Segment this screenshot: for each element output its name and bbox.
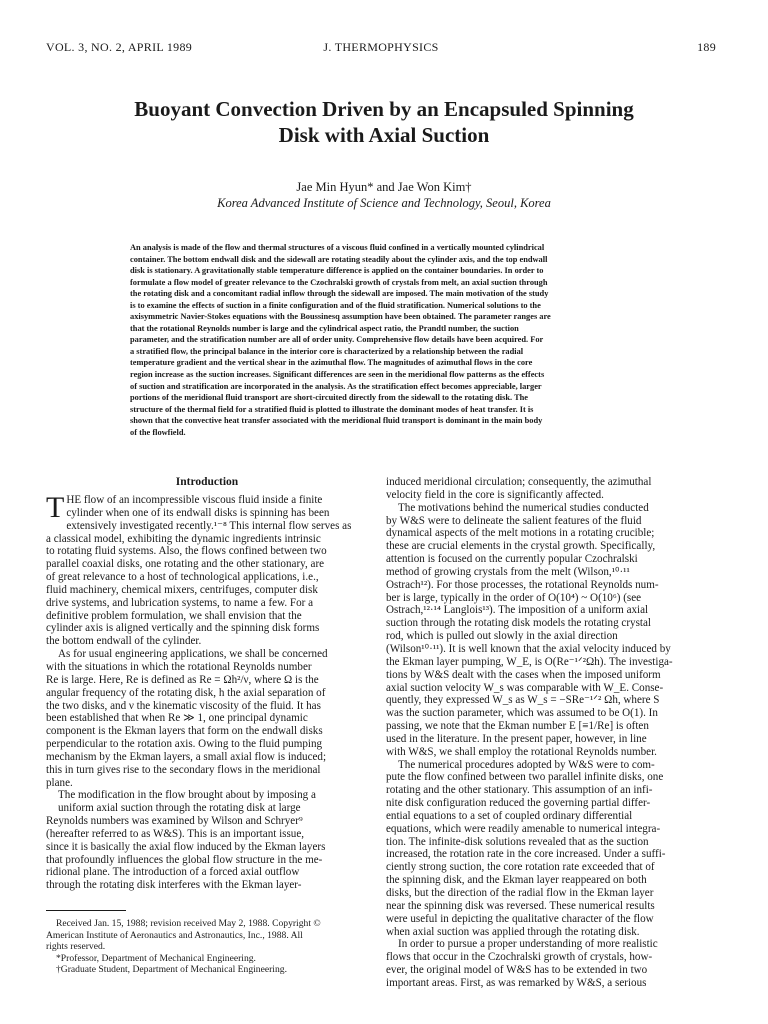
body-line: near the spinning disk was reversed. These numerical results: [386, 899, 655, 912]
abstract-line: of suction and stratification are incorporated in the analysis. As the stratification effect becomes appreciable, larger: [130, 381, 542, 391]
body-line: In order to pursue a proper understanding of more realistic: [398, 938, 658, 951]
body-line: pute the flow confined between two parallel infinite disks, one: [386, 771, 664, 784]
body-line: to rotating fluid systems. Also, the flows confined between two: [46, 545, 327, 558]
footnote-line: rights reserved.: [46, 941, 106, 953]
body-line: since it is basically the axial flow induced by the Ekman layers: [46, 840, 326, 853]
body-line: the Ekman layer pumping, W_E, is O(Re⁻¹ᐟ²Ωh). The investiga-: [386, 655, 673, 668]
body-line: rotating and the other stationary. This assumption of an infi-: [386, 784, 653, 797]
body-line: The numerical procedures adopted by W&S were to com-: [398, 758, 655, 771]
body-line: the two disks, and ν the kinematic viscosity of the fluid. It has: [46, 699, 321, 712]
body-line: method of growing crystals from the melt (Wilson,¹⁰·¹¹: [386, 565, 630, 578]
body-line: the bottom endwall of the cylinder.: [46, 635, 202, 648]
body-line: attention is focused on the currently popular Czochralski: [386, 553, 638, 566]
body-line: cylinder when one of its endwall disks is spinning has been: [66, 506, 330, 519]
body-line: flows that occur in the Czochralski growth of crystals, how-: [386, 951, 653, 964]
abstract-line: An analysis is made of the flow and thermal structures of a viscous fluid confined in a vertically mounted cylindrical: [130, 243, 545, 252]
body-line: fluid machinery, chemical mixers, centrifuges, computer disk: [46, 583, 318, 596]
body-line: plane.: [46, 776, 73, 789]
right-column: [386, 476, 716, 990]
body-line: The modification in the flow brought about by imposing a: [58, 789, 316, 802]
title-line: Buoyant Convection Driven by an Encapsuled Spinning: [134, 97, 634, 121]
body-line: disks, but the direction of the radial flow in the Ekman layer: [386, 887, 654, 899]
footnote-line: †Graduate Student, Department of Mechanical Engineering.: [56, 964, 287, 976]
running-header: [46, 40, 716, 60]
footnotes: [46, 918, 368, 976]
section-heading: Introduction: [175, 476, 239, 488]
body-line: extensively investigated recently.¹⁻⁸ This internal flow serves as: [66, 519, 352, 532]
body-line: these are crucial elements in the crystal growth. Specifically,: [386, 540, 656, 553]
abstract-line: that the rotational Reynolds number is large and the cylindrical aspect ratio, the Prandtl number, the suction: [130, 323, 519, 333]
abstract-line: shown that the convective heat transfer associated with the meridional fluid transport is dominant in the main body: [130, 416, 543, 426]
body-line: The motivations behind the numerical studies conducted: [398, 501, 649, 514]
abstract-line: formulate a flow model of greater relevance to the Czochralski growth of crystals from melt, an axial suction through: [130, 277, 548, 287]
footnote-line: Received Jan. 15, 1988; revision received May 2, 1988. Copyright ©: [56, 918, 321, 929]
body-line: Ostrach,¹²·¹⁴ Langlois¹³). The imposition of a uniform axial: [386, 604, 649, 617]
title-line: Disk with Axial Suction: [278, 123, 490, 147]
body-line: tion. The infinite-disk solutions revealed that as the suction: [386, 835, 649, 848]
body-line: used in the literature. In the present paper, however, in line: [386, 732, 647, 745]
page-number: 189: [697, 40, 716, 54]
body-line: by W&S were to delineate the salient features of the fluid: [386, 514, 642, 527]
abstract-line: region increase as the suction increases. Significant differences are seen in the meridional flow patterns as the effects: [130, 370, 545, 380]
body-line: definitive problem formulation, we shall envision that the: [46, 609, 302, 622]
body-line: this in turn gives rise to the secondary flows in the meridional: [46, 763, 321, 776]
body-line: equations, which were readily amenable to numerical integra-: [386, 822, 661, 835]
body-line: when axial suction was applied through the rotating disk.: [386, 925, 640, 938]
body-line: Ostrach¹²). For those processes, the rotational Reynolds num-: [386, 578, 659, 591]
body-line: of great relevance to a host of technological applications, i.e.,: [46, 571, 319, 584]
body-line: passing, we note that the Ekman number E [≡1/Re] is often: [386, 720, 649, 733]
body-line: angular frequency of the rotating disk, h the axial separation of: [46, 686, 326, 699]
body-line: was the suction parameter, which was assumed to be O(1). In: [386, 707, 658, 720]
body-line: mechanism by the Ekman layers, a small axial flow is induced;: [46, 750, 327, 763]
body-line: nite disk configuration reduced the governing partial differ-: [386, 797, 651, 810]
body-line: quently, they expressed W_s as W_s = −SRe⁻¹ᐟ² Ωh, where S: [386, 694, 660, 707]
body-line: As for usual engineering applications, we shall be concerned: [58, 648, 328, 661]
left-column: [46, 476, 368, 892]
abstract-line: disk is stationary. A gravitationally stable temperature difference is applied on the container boundaries. In order to: [130, 266, 544, 276]
abstract-line: structure of the thermal field for a stratified fluid is plotted to illustrate the dominant modes of heat transfer. It is: [130, 404, 534, 414]
body-line: suction through the rotating disk models the rotating crystal: [386, 617, 651, 630]
drop-cap: T: [46, 491, 65, 524]
body-line: (Wilson¹⁰·¹¹). It is well known that the axial velocity induced by: [386, 642, 671, 655]
footnote-rule: [46, 910, 126, 911]
body-line: cylinder axis is aligned vertically and the spinning disk forms: [46, 622, 320, 635]
abstract-line: axisymmetric Navier-Stokes equations with the Boussinesq assumption have been obtained. The parameter ranges are: [130, 312, 551, 322]
body-line: perpendicular to the rotation axis. Owing to the fluid pumping: [46, 738, 323, 751]
body-line: drive systems, and lubrication systems, to name a few. For a: [46, 596, 314, 609]
abstract-line: container. The bottom endwall disk and the sidewall are rotating steadily about the cylinder axis, and the top endwall: [130, 254, 548, 264]
body-line: induced meridional circulation; consequently, the azimuthal: [386, 476, 652, 488]
body-line: with W&S, we shall employ the rotational Reynolds number.: [386, 745, 657, 758]
body-line: ential equations to a set of coupled ordinary differential: [386, 809, 633, 822]
body-line: that profoundly influences the global flow structure in the me-: [46, 853, 323, 866]
body-line: parallel coaxial disks, one rotating and the other stationary, are: [46, 558, 325, 571]
abstract-line: parameter, and the stratification number are all of order unity. Comprehensive flow details have been acquired. For: [130, 335, 544, 345]
abstract-line: a stratified flow, the principal balance in the interior core is characterized by a relationship between the radial: [130, 346, 524, 356]
footnote-line: American Institute of Aeronautics and Astronautics, Inc., 1988. All: [46, 929, 303, 941]
body-line: (hereafter referred to as W&S). This is an important issue,: [46, 827, 305, 840]
body-line: Re is large. Here, Re is defined as Re = Ωh²/ν, where Ω is the: [46, 673, 319, 686]
abstract-line: the rotating disk and a concomitant radial inflow through the sidewall are imposed. The main motivation of the study: [130, 289, 549, 299]
body-line: been established that when Re ≫ 1, one principal dynamic: [46, 712, 308, 725]
body-line: ever, the original model of W&S has to be extended in two: [386, 964, 648, 977]
body-line: were useful in depicting the qualitative character of the flow: [386, 912, 654, 925]
abstract-line: is to examine the effects of suction in a finite configuration and of the fluid stratification. Numerical solutions to the: [130, 300, 541, 310]
body-line: component is the Ekman layers that form on the endwall disks: [46, 725, 323, 738]
body-line: uniform axial suction through the rotating disk at large: [58, 802, 301, 815]
body-line: with the situations in which the rotational Reynolds number: [46, 660, 312, 673]
journal-name: J. THERMOPHYSICS: [323, 40, 439, 54]
body-line: tions by W&S dealt with the cases when the imposed uniform: [386, 668, 661, 681]
body-line: important areas. First, as was remarked by W&S, a serious: [386, 976, 647, 989]
paper-title: [60, 96, 708, 148]
abstract: [130, 242, 638, 438]
author-block: [0, 179, 768, 211]
abstract-line: temperature gradient and the vertical shear in the azimuthal flow. The magnitudes of azimuthal flows in the core: [130, 358, 533, 368]
body-line: ridional plane. The introduction of a forced axial outflow: [46, 866, 300, 879]
volume-info: VOL. 3, NO. 2, APRIL 1989: [46, 40, 193, 54]
body-line: Reynolds numbers was examined by Wilson and Schryer⁹: [46, 815, 303, 828]
body-line: axial suction velocity W_s was comparable with W_E. Conse-: [386, 681, 664, 694]
author-names: Jae Min Hyun* and Jae Won Kim†: [296, 180, 472, 194]
body-line: ciently strong suction, the core rotation rate exceeded that of: [386, 861, 655, 874]
body-line: ber is large, typically in the order of O(10⁴) ~ O(10⁶) (see: [386, 591, 642, 604]
body-line: increased, the rotation rate in the core increased. Under a suffi-: [386, 848, 666, 861]
footnote-line: *Professor, Department of Mechanical Engineering.: [56, 952, 256, 964]
body-line: HE flow of an incompressible viscous fluid inside a finite: [66, 494, 323, 506]
body-line: the spinning disk, and the Ekman layer reappeared on both: [386, 874, 647, 887]
abstract-line: of the flowfield.: [130, 427, 186, 437]
body-line: dynamical aspects of the melt motions in a rotating crucible;: [386, 527, 655, 540]
body-line: velocity field in the core is significantly affected.: [386, 488, 604, 501]
author-affiliation: Korea Advanced Institute of Science and Technology, Seoul, Korea: [217, 196, 551, 210]
abstract-line: portions of the meridional fluid transport are short-circuited directly from the sidewall to the rotating disk. The: [130, 393, 529, 403]
body-line: rod, which is pulled out slowly in the axial direction: [386, 630, 618, 643]
body-line: through the rotating disk interferes with the Ekman layer-: [46, 879, 302, 892]
body-line: a classical model, exhibiting the dynamic ingredients intrinsic: [46, 532, 321, 545]
